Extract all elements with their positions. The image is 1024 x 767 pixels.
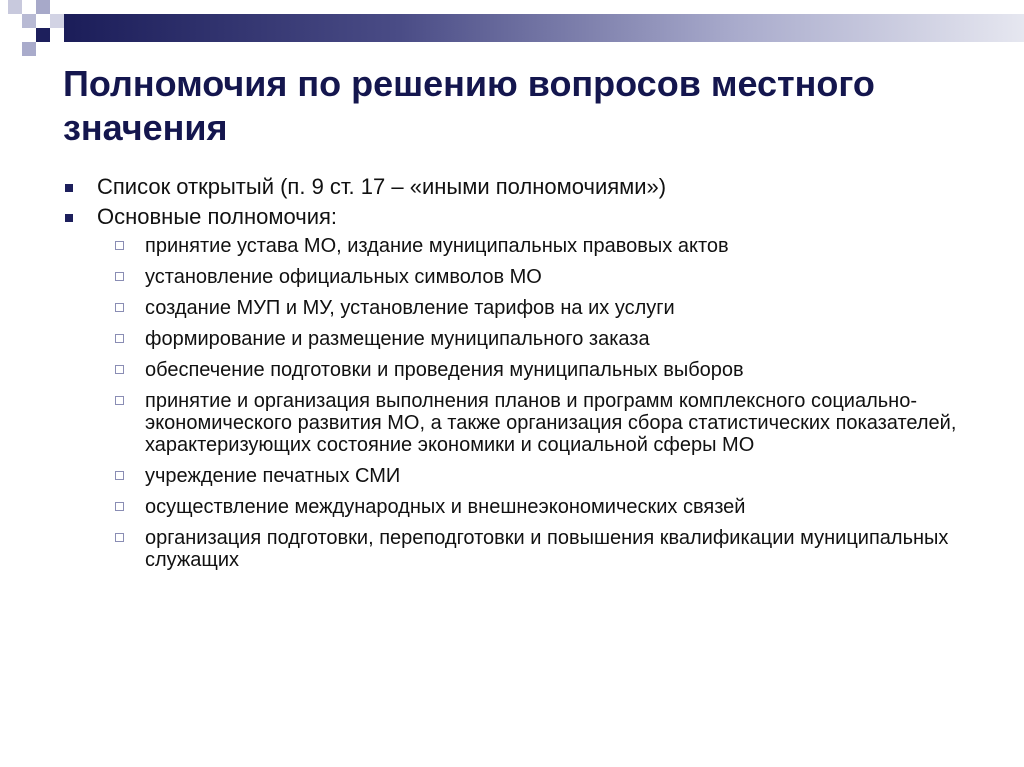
decorative-square: [50, 14, 64, 28]
sub-list-item: [63, 465, 993, 487]
hollow-square-bullet-icon: [115, 396, 124, 405]
decorative-square: [22, 42, 36, 56]
list-item: [63, 172, 993, 202]
list-item-text: Список открытый (п. 9 ст. 17 – «иными полномочиями»): [97, 174, 667, 199]
hollow-square-bullet-icon: [115, 241, 124, 250]
sub-list-item-text: создание МУП и МУ, установление тарифов на их услуги: [145, 297, 675, 319]
square-bullet-icon: [65, 184, 73, 192]
sub-list-item-text: формирование и размещение муниципального заказа: [145, 328, 650, 350]
list-item: [63, 202, 993, 232]
hollow-square-bullet-icon: [115, 502, 124, 511]
sub-list-item: [63, 496, 993, 518]
hollow-square-bullet-icon: [115, 471, 124, 480]
sub-list-item-text: принятие устава МО, издание муниципальных правовых актов: [145, 235, 729, 257]
sub-list-item-text: осуществление международных и внешнеэкономических связей: [145, 496, 746, 518]
sub-list-item: [63, 328, 993, 350]
content-body: [63, 172, 993, 580]
sub-list-item-text: организация подготовки, переподготовки и повышения квалификации муниципальных служащих: [145, 527, 949, 571]
decorative-square: [8, 0, 22, 14]
hollow-square-bullet-icon: [115, 272, 124, 281]
square-bullet-icon: [65, 214, 73, 222]
header-gradient-bar: [64, 14, 1024, 42]
sub-list-item-text: обеспечение подготовки и проведения муниципальных выборов: [145, 359, 744, 381]
sub-list-item: [63, 359, 993, 381]
sub-list-item: [63, 235, 993, 257]
decorative-square: [36, 28, 50, 42]
sub-list-item-text: учреждение печатных СМИ: [145, 465, 401, 487]
hollow-square-bullet-icon: [115, 533, 124, 542]
sub-list: [63, 235, 993, 571]
hollow-square-bullet-icon: [115, 365, 124, 374]
sub-list-item: [63, 297, 993, 319]
sub-list-item: [63, 390, 993, 456]
sub-list-item: [63, 527, 993, 571]
main-list: [63, 172, 993, 232]
sub-list-item-text: принятие и организация выполнения планов и программ комплексного социально-экономического развития МО, а также организация сбора статистических показателей, характеризующих состояние экономики и социальной сферы МО: [145, 390, 957, 456]
hollow-square-bullet-icon: [115, 303, 124, 312]
hollow-square-bullet-icon: [115, 334, 124, 343]
sub-list-item-text: установление официальных символов МО: [145, 266, 542, 288]
list-item-text: Основные полномочия:: [97, 204, 338, 229]
sub-list-item: [63, 266, 993, 288]
slide-title: Полномочия по решению вопросов местного значения: [63, 63, 875, 148]
decorative-square: [36, 0, 50, 14]
decorative-square: [22, 14, 36, 28]
